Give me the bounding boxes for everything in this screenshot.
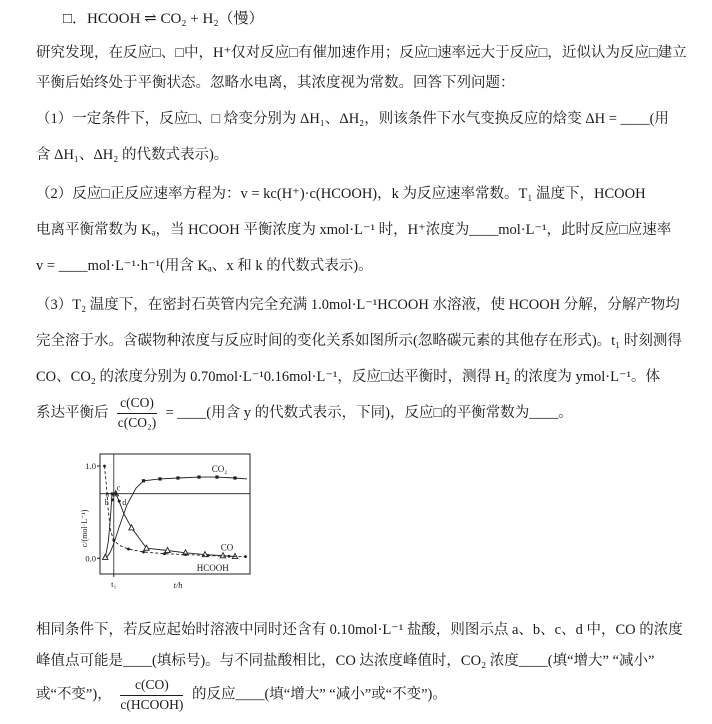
svg-text:1.0: 1.0 — [85, 461, 96, 471]
svg-text:a: a — [105, 489, 109, 499]
reaction-equation-line: □．HCOOH ⇌ CO₂ + H₂（慢） — [63, 11, 264, 27]
q3-frac-post-text: = ____(用含 y 的代数式表示，下同)，反应□的平衡常数为____。 — [165, 405, 573, 421]
chart-svg — [80, 450, 262, 602]
svg-text:t₁: t₁ — [111, 579, 117, 589]
svg-text:d: d — [122, 498, 127, 508]
q1-line-1: （1）一定条件下，反应□、□ 焓变分别为 ΔH₁、ΔH₂，则该条件下水气变换反应的焓变 ΔH = ____(用 — [36, 111, 669, 127]
q3-frac-pre-text: 系达平衡后 — [36, 405, 109, 421]
fraction-numerator: c(CO) — [117, 395, 157, 414]
svg-text:CO: CO — [220, 542, 234, 553]
svg-text:c/(mol·L⁻¹): c/(mol·L⁻¹) — [80, 509, 89, 548]
q1-line-2: 含 ΔH₁、ΔH₂ 的代数式表示)。 — [36, 147, 229, 163]
tail-line-1: 相同条件下，若反应起始时溶液中同时还含有 0.10mol·L⁻¹ 盐酸，则图示点 a、b、c、d 中，CO 的浓度 — [36, 622, 683, 638]
fraction-denominator: c(CO₂) — [117, 415, 157, 431]
q3-line-3: CO、CO₂ 的浓度分别为 0.70mol·L⁻¹0.16mol·L⁻¹，反应□达平衡时，测得 H₂ 的浓度为 ymol·L⁻¹。体 — [36, 369, 660, 385]
tail-line-2: 峰值点可能是____(填标号)。与不同盐酸相比，CO 达浓度峰值时，CO₂ 浓度____(填“增大” “减小” — [36, 653, 655, 669]
svg-text:HCOOH: HCOOH — [196, 563, 229, 573]
intro-paragraph — [36, 38, 686, 98]
fraction-denominator: c(HCOOH) — [120, 696, 184, 712]
fraction-numerator: c(CO) — [120, 677, 183, 696]
q2-line-3: v = ____mol·L⁻¹·h⁻¹(用含 Kₐ、x 和 k 的代数式表示)。 — [36, 258, 373, 274]
question-1 — [36, 101, 686, 173]
tail-frac-post-text: 的反应____(填“增大” “减小”或“不变”)。 — [191, 686, 447, 703]
closing-paragraph — [36, 615, 686, 724]
concentration-time-chart — [80, 450, 686, 607]
tail-fraction-line — [36, 677, 686, 724]
svg-text:c: c — [116, 483, 121, 493]
svg-text:CO₂: CO₂ — [211, 463, 228, 474]
q3-fraction-line — [36, 395, 686, 442]
q2-line-2: 电离平衡常数为 Kₐ，当 HCOOH 平衡浓度为 xmol·L⁻¹ 时，H⁺浓度为____mol·L⁻¹，此时反应□应速率 — [36, 222, 672, 238]
intro-line-2: 平衡后始终处于平衡状态。忽略水电离，其浓度视为常数。回答下列问题： — [36, 75, 515, 91]
svg-text:0.0: 0.0 — [85, 553, 96, 564]
question-3 — [36, 287, 686, 442]
svg-text:b: b — [104, 497, 109, 507]
tail-frac-pre-text: 或“不变”)， — [36, 686, 112, 703]
q3-line-1: （3）T₂ 温度下，在密封石英管内完全充满 1.0mol·L⁻¹HCOOH 水溶液，使 HCOOH 分解，分解产物均 — [36, 297, 680, 313]
q2-line-1: （2）反应□正反应速率方程为：v = kc(H⁺)·c(HCOOH)，k 为反应速率常数。T₁ 温度下，HCOOH — [36, 186, 646, 202]
fraction-cco-over-cco2 — [117, 395, 157, 432]
svg-text:t/h: t/h — [173, 580, 183, 590]
fraction-cco-over-chcooh — [120, 677, 183, 714]
q3-line-2: 完全溶于水。含碳物种浓度与反应时间的变化关系如图所示(忽略碳元素的其他存在形式)。t₁ 时刻测得 — [36, 333, 682, 349]
intro-line-1: 研究发现，在反应□、□中，H⁺仅对反应□有催加速作用；反应□速率远大于反应□，近似认为反应□建立 — [36, 45, 687, 61]
question-2 — [36, 176, 686, 284]
